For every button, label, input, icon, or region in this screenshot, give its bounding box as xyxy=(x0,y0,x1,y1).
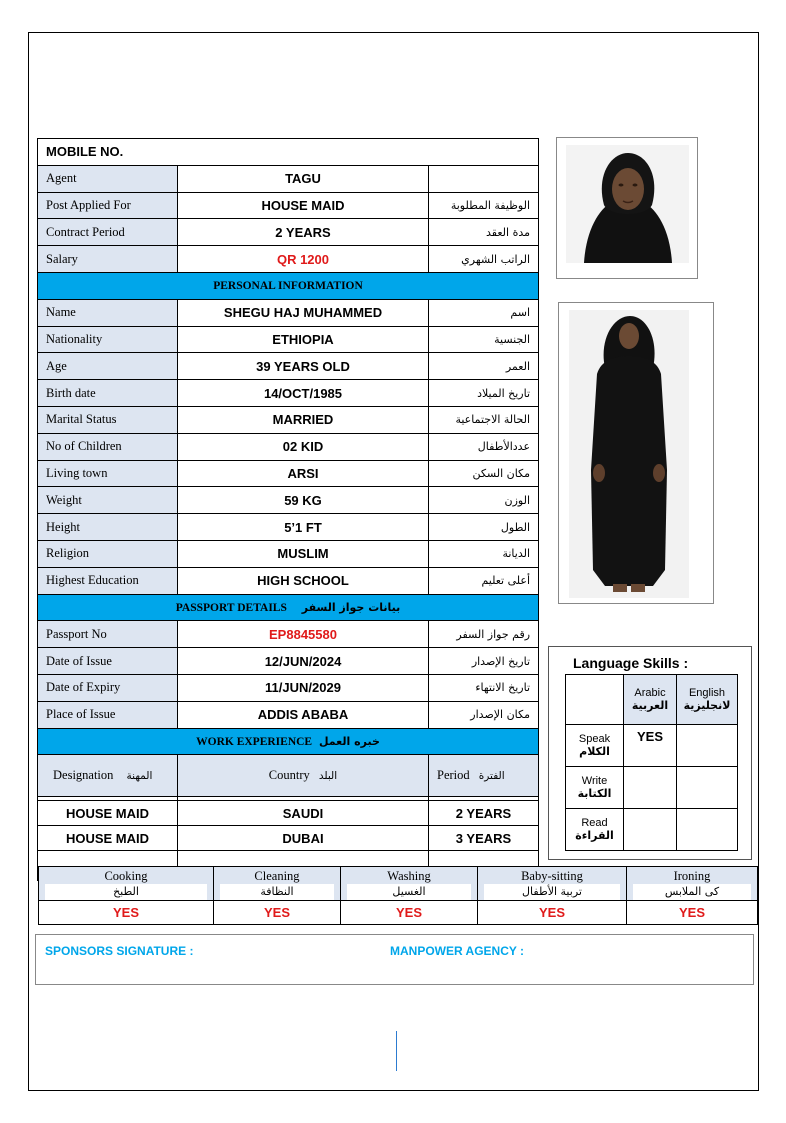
agent-value: TAGU xyxy=(178,165,429,192)
education-arabic: أعلى تعليم xyxy=(429,567,539,594)
agent-label: Agent xyxy=(38,165,178,192)
height-label: Height xyxy=(38,514,178,541)
row-salary xyxy=(38,246,539,273)
skill-babysitting-value: YES xyxy=(478,901,627,925)
full-body-photo xyxy=(569,310,689,598)
post-applied-value: HOUSE MAID xyxy=(178,192,429,219)
read-label xyxy=(566,809,624,851)
designation-header xyxy=(38,755,178,797)
passport-no-value: EP8845580 xyxy=(178,621,429,648)
contract-period-value: 2 YEARS xyxy=(178,219,429,246)
language-row-read xyxy=(566,809,738,851)
skill-cooking-en: Cooking xyxy=(104,869,148,883)
country-header xyxy=(178,755,429,797)
country-header-label: Country xyxy=(268,768,310,783)
arabic-header-en: Arabic xyxy=(634,687,666,699)
household-skills-table xyxy=(38,866,758,925)
table-row xyxy=(38,801,539,826)
skill-cleaning-header xyxy=(214,867,341,901)
work-period: 2 YEARS xyxy=(429,801,539,826)
age-value: 39 YEARS OLD xyxy=(178,353,429,380)
religion-value: MUSLIM xyxy=(178,540,429,567)
english-header-en: English xyxy=(688,687,726,699)
name-label: Name xyxy=(38,299,178,326)
date-of-issue-label: Date of Issue xyxy=(38,648,178,675)
height-value: 5’1 FT xyxy=(178,514,429,541)
living-town-arabic: مكان السكن xyxy=(429,460,539,487)
skill-cooking-ar: الطبخ xyxy=(45,884,207,900)
work-column-headers xyxy=(38,755,539,797)
skill-cooking-header xyxy=(39,867,214,901)
manpower-agency-label: MANPOWER AGENCY : xyxy=(390,944,525,958)
skill-ironing-en: Ironing xyxy=(673,869,711,883)
signature-box xyxy=(35,934,754,985)
write-label-en: Write xyxy=(581,775,608,787)
education-label: Highest Education xyxy=(38,567,178,594)
applicant-info-table xyxy=(37,138,539,881)
designation-header-arabic: المهنة xyxy=(126,770,153,783)
face-photo-frame xyxy=(556,137,698,279)
skill-ironing-header xyxy=(627,867,758,901)
age-arabic: العمر xyxy=(429,353,539,380)
language-corner-cell xyxy=(566,675,624,725)
marital-status-arabic: الحالة الاجتماعية xyxy=(429,406,539,433)
mobile-no-label: MOBILE NO. xyxy=(38,139,539,166)
place-of-issue-value: ADDIS ABABA xyxy=(178,701,429,728)
living-town-value: ARSI xyxy=(178,460,429,487)
date-of-expiry-value: 11/JUN/2029 xyxy=(178,674,429,701)
skill-washing-ar: الغسيل xyxy=(347,884,471,900)
salary-arabic: الراتب الشهري xyxy=(429,246,539,273)
skill-ironing-value: YES xyxy=(627,901,758,925)
children-arabic: عددالأطفال xyxy=(429,433,539,460)
children-label: No of Children xyxy=(38,433,178,460)
birth-date-label: Birth date xyxy=(38,380,178,407)
country-header-arabic: البلد xyxy=(318,770,338,783)
read-label-en: Read xyxy=(581,817,608,829)
skill-cleaning-value: YES xyxy=(214,901,341,925)
full-body-photo-frame xyxy=(558,302,714,604)
work-period: 3 YEARS xyxy=(429,826,539,851)
salary-label: Salary xyxy=(38,246,178,273)
date-of-expiry-label: Date of Expiry xyxy=(38,674,178,701)
skill-cleaning-en: Cleaning xyxy=(254,869,300,883)
nationality-arabic: الجنسية xyxy=(429,326,539,353)
write-label xyxy=(566,767,624,809)
date-of-issue-value: 12/JUN/2024 xyxy=(178,648,429,675)
education-value: HIGH SCHOOL xyxy=(178,567,429,594)
post-applied-arabic: الوظيفة المطلوبة xyxy=(429,192,539,219)
arabic-language-header xyxy=(624,675,677,725)
personal-info-header: PERSONAL INFORMATION xyxy=(38,272,539,299)
work-title-arabic: خبره العمل xyxy=(318,734,380,748)
passport-title: PASSPORT DETAILS xyxy=(175,601,287,614)
passport-title-arabic: بيانات جواز السفر xyxy=(301,600,401,614)
period-header-label: Period xyxy=(437,768,470,783)
speak-label-en: Speak xyxy=(578,733,611,745)
skill-washing-header xyxy=(341,867,478,901)
religion-label: Religion xyxy=(38,540,178,567)
marital-status-label: Marital Status xyxy=(38,406,178,433)
birth-date-value: 14/OCT/1985 xyxy=(178,380,429,407)
row-religion xyxy=(38,540,539,567)
row-date-of-issue xyxy=(38,648,539,675)
place-of-issue-label: Place of Issue xyxy=(38,701,178,728)
period-header xyxy=(429,755,539,797)
sponsor-signature-label: SPONSORS SIGNATURE : xyxy=(45,944,194,958)
row-post-applied xyxy=(38,192,539,219)
speak-arabic-value: YES xyxy=(624,725,677,767)
row-passport-no xyxy=(38,621,539,648)
read-label-ar: القراءة xyxy=(575,829,614,842)
weight-label: Weight xyxy=(38,487,178,514)
agent-arabic xyxy=(429,165,539,192)
date-of-issue-arabic: تاريخ الإصدار xyxy=(429,648,539,675)
skill-babysitting-header xyxy=(478,867,627,901)
row-name xyxy=(38,299,539,326)
passport-details-header xyxy=(38,594,539,621)
language-row-write xyxy=(566,767,738,809)
row-contract-period xyxy=(38,219,539,246)
date-of-expiry-arabic: تاريخ الانتهاء xyxy=(429,674,539,701)
name-value: SHEGU HAJ MUHAMMED xyxy=(178,299,429,326)
speak-label xyxy=(566,725,624,767)
skill-cleaning-ar: النظافة xyxy=(220,884,334,900)
table-row xyxy=(38,826,539,851)
nationality-label: Nationality xyxy=(38,326,178,353)
row-nationality xyxy=(38,326,539,353)
english-language-header xyxy=(677,675,738,725)
work-designation: HOUSE MAID xyxy=(38,826,178,851)
work-experience-header xyxy=(38,728,539,755)
contract-period-label: Contract Period xyxy=(38,219,178,246)
skill-ironing-ar: كى الملابس xyxy=(633,884,751,900)
work-title: WORK EXPERIENCE xyxy=(196,735,313,748)
passport-no-arabic: رقم جواز السفر xyxy=(429,621,539,648)
marital-status-value: MARRIED xyxy=(178,406,429,433)
arabic-header-ar: العربية xyxy=(631,699,669,712)
skills-header-row xyxy=(39,867,758,901)
skill-washing-value: YES xyxy=(341,901,478,925)
row-place-of-issue xyxy=(38,701,539,728)
religion-arabic: الديانة xyxy=(429,540,539,567)
children-value: 02 KID xyxy=(178,433,429,460)
weight-value: 59 KG xyxy=(178,487,429,514)
speak-label-ar: الكلام xyxy=(579,745,610,758)
face-photo xyxy=(566,145,689,263)
work-country: SAUDI xyxy=(178,801,429,826)
work-designation: HOUSE MAID xyxy=(38,801,178,826)
row-height xyxy=(38,514,539,541)
read-arabic-value xyxy=(624,809,677,851)
work-country: DUBAI xyxy=(178,826,429,851)
write-label-ar: الكتابة xyxy=(577,787,612,800)
row-agent xyxy=(38,165,539,192)
living-town-label: Living town xyxy=(38,460,178,487)
place-of-issue-arabic: مكان الإصدار xyxy=(429,701,539,728)
row-education xyxy=(38,567,539,594)
nationality-value: ETHIOPIA xyxy=(178,326,429,353)
text-cursor xyxy=(396,1031,397,1071)
speak-english-value xyxy=(677,725,738,767)
english-header-ar: لانجليزية xyxy=(683,699,731,712)
skill-babysitting-en: Baby-sitting xyxy=(521,869,583,883)
row-age xyxy=(38,353,539,380)
contract-period-arabic: مدة العقد xyxy=(429,219,539,246)
skill-washing-en: Washing xyxy=(387,869,431,883)
passport-no-label: Passport No xyxy=(38,621,178,648)
row-weight xyxy=(38,487,539,514)
name-arabic: اسم xyxy=(429,299,539,326)
skill-babysitting-ar: تربية الأطفال xyxy=(484,884,620,900)
salary-value: QR 1200 xyxy=(178,246,429,273)
language-skills-box xyxy=(548,646,752,860)
write-arabic-value xyxy=(624,767,677,809)
write-english-value xyxy=(677,767,738,809)
row-date-of-expiry xyxy=(38,674,539,701)
language-skills-title: Language Skills : xyxy=(573,655,689,671)
period-header-arabic: الفترة xyxy=(478,770,505,783)
row-birth-date xyxy=(38,380,539,407)
row-living-town xyxy=(38,460,539,487)
read-english-value xyxy=(677,809,738,851)
weight-arabic: الوزن xyxy=(429,487,539,514)
skills-value-row xyxy=(39,901,758,925)
designation-header-label: Designation xyxy=(53,768,114,783)
language-skills-table xyxy=(565,674,738,851)
row-marital-status xyxy=(38,406,539,433)
height-arabic: الطول xyxy=(429,514,539,541)
row-children xyxy=(38,433,539,460)
birth-date-arabic: تاريخ الميلاد xyxy=(429,380,539,407)
post-applied-label: Post Applied For xyxy=(38,192,178,219)
age-label: Age xyxy=(38,353,178,380)
skill-cooking-value: YES xyxy=(39,901,214,925)
language-row-speak xyxy=(566,725,738,767)
